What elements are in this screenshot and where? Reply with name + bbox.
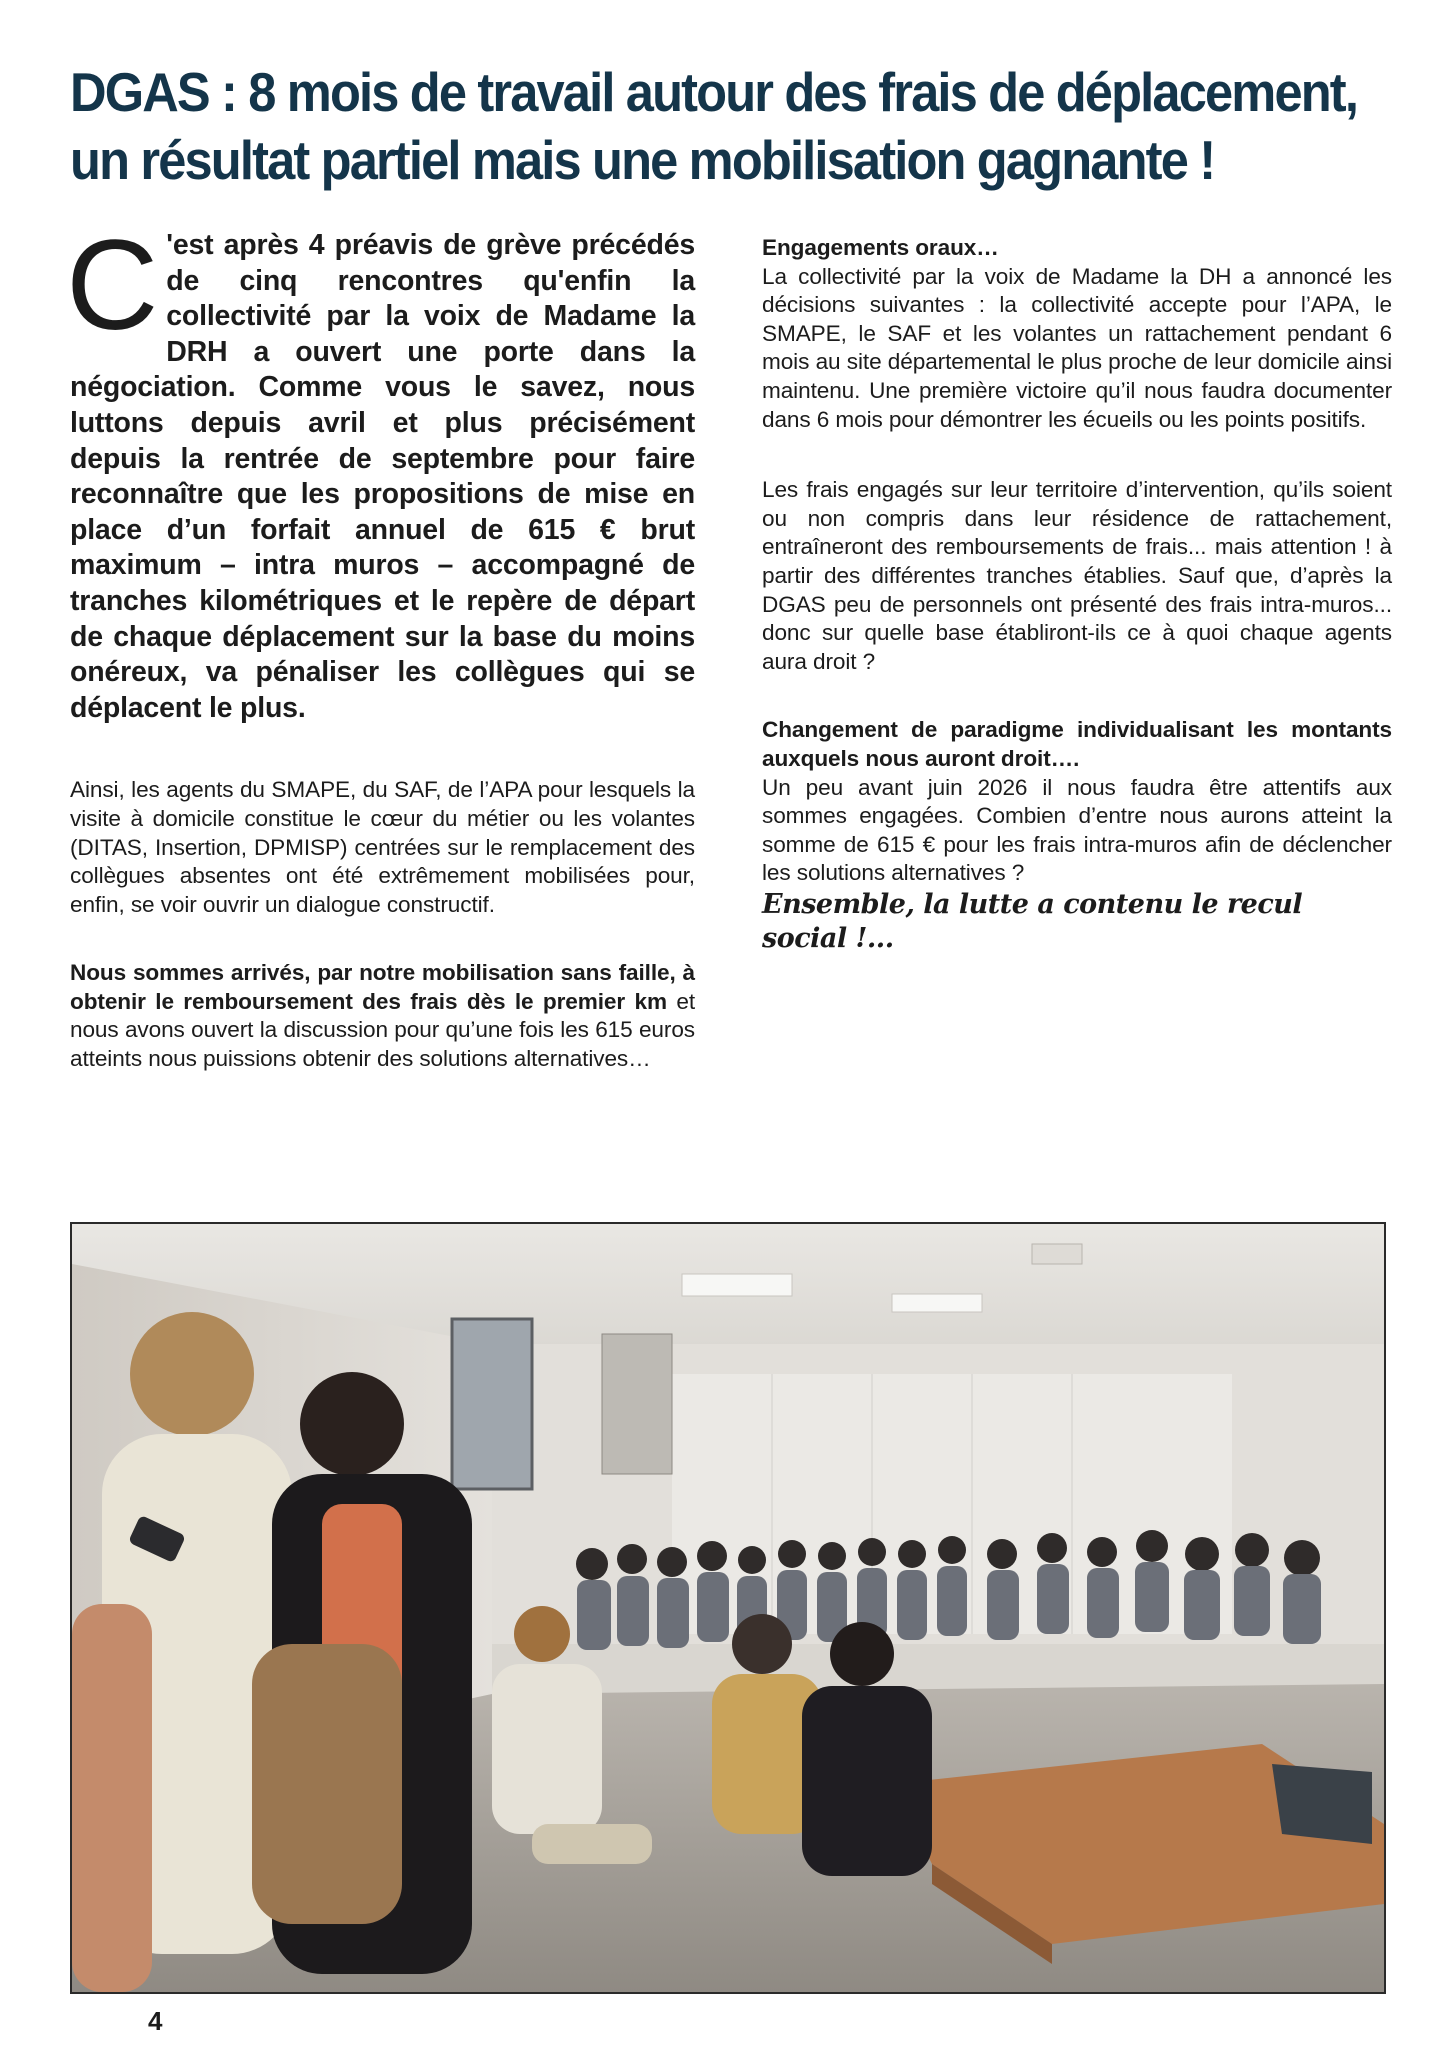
headline-line-1: DGAS : 8 mois de travail autour des frais de déplacement, [70, 61, 1358, 123]
meeting-photo-illustration [72, 1224, 1384, 1992]
meeting-photo [70, 1222, 1386, 1994]
engagements-heading: Engagements oraux… [762, 235, 999, 260]
closing-slogan: Ensemble, la lutte a contenu le recul social !... [762, 888, 1303, 954]
agents-paragraph: Ainsi, les agents du SMAPE, du SAF, de l’APA pour lesquels la visite à domicile constitue le cœur du métier ou les volantes (DITAS, Insertion, DPMISP) centrées sur le remplacement des collègues absentes ont été extrêmement mobilisées pour, enfin, se voir ouvrir un dialogue constructif. [70, 777, 695, 917]
mobilisation-paragraph [70, 959, 695, 1073]
mobilisation-rest-text: et nous avons ouvert la discussion pour qu’une fois les 615 euros atteints nous puissions obtenir des solutions alternatives… [70, 988, 695, 1072]
paradigme-text: Un peu avant juin 2026 il nous faudra être attentifs aux sommes engagées. Combien d’entre nous aurons atteint la somme de 615 € pour les frais intra-muros afin de déclencher les solutions alternatives ? [762, 774, 1392, 886]
drop-cap: C [66, 214, 159, 357]
right-column [762, 234, 1392, 956]
headline-line-2: un résultat partiel mais une mobilisation gagnante ! [70, 129, 1215, 191]
engagements-section [762, 234, 1392, 434]
engagements-text: La collectivité par la voix de Madame la DH a annoncé les décisions suivantes : la collectivité accepte pour l’APA, le SMAPE, le SAF et les volantes un rattachement pendant 6 mois au site départemental le plus proche de leur domicile ainsi maintenu. Une première victoire qu’il nous faudra documenter dans 6 mois pour démontrer les écueils ou les points positifs. [762, 263, 1392, 432]
mobilisation-bold-text: Nous sommes arrivés, par notre mobilisation sans faille, à obtenir le remboursement des frais dès le premier km [70, 960, 695, 1014]
frais-paragraph: Les frais engagés sur leur territoire d’intervention, qu’ils soient ou non compris dans leur résidence de rattachement, entraîneront des remboursements de frais... mais attention ! à partir des différentes tranches établies. Sauf que, d’après la DGAS peu de personnels ont présenté des frais intra-muros... donc sur quelle base établiront-ils ce à quoi chaque agents aura droit ? [762, 477, 1392, 674]
paradigme-section [762, 716, 1392, 888]
lead-paragraph [66, 214, 695, 726]
lead-text: 'est après 4 préavis de grève précédés de cinq rencontres qu'enfin la collectivité par la voix de Madame la DRH a ouvert une porte dans la négociation. Comme vous le savez, nous luttons depuis avril et plus précisément depuis la rentrée de septembre pour faire reconnaître que les propositions de mise en place d’un forfait annuel de 615 € brut maximum – intra muros – accompagné de tranches kilométriques et le repère de départ de chaque déplacement sur la base du moins onéreux, va pénaliser les collègues qui se déplacent le plus. [70, 229, 695, 724]
page-number: 4 [148, 2006, 163, 2036]
paradigme-heading: Changement de paradigme individualisant les montants auxquels nous auront droit…. [762, 717, 1392, 771]
headline [70, 58, 1358, 194]
left-column [66, 214, 695, 1074]
